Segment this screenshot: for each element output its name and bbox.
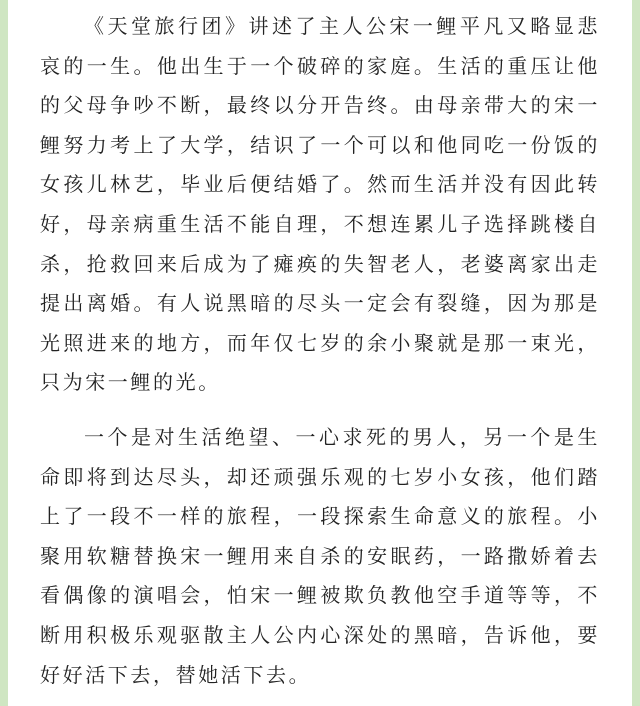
paragraph-journey: 一个是对生活绝望、一心求死的男人，另一个是生命即将到达尽头，却还顽强乐观的七岁小女孩，他们踏上了一段不一样的旅程，一段探索生命意义的旅程。小聚用软糖替换宋一鲤用来自杀的安眠药，一路撒娇着去看偶像的演唱会，怕宋一鲤被欺负教他空手道等等，不断用积极乐观驱散主人公内心深处的黑暗，告诉他，要好好活下去，替她活下去。: [40, 424, 600, 687]
paragraph-plot-summary: 《天堂旅行团》讲述了主人公宋一鲤平凡又略显悲哀的一生。他出生于一个破碎的家庭。生活的重压让他的父母争吵不断，最终以分开告终。由母亲带大的宋一鲤努力考上了大学，结识了一个可以和他同吃一份饭的女孩儿林艺，毕业后便结婚了。然而生活并没有因此转好，母亲病重生活不能自理，不想连累儿子选择跳楼自杀，抢救回来后成为了瘫痪的失智老人，老婆离家出走提出离婚。有人说黑暗的尽头一定会有裂缝，因为那是光照进来的地方，而年仅七岁的余小聚就是那一束光，只为宋一鲤的光。: [40, 14, 600, 395]
article-body: [40, 0, 600, 695]
right-border-decoration: [632, 0, 640, 706]
left-border-decoration: [0, 0, 8, 706]
